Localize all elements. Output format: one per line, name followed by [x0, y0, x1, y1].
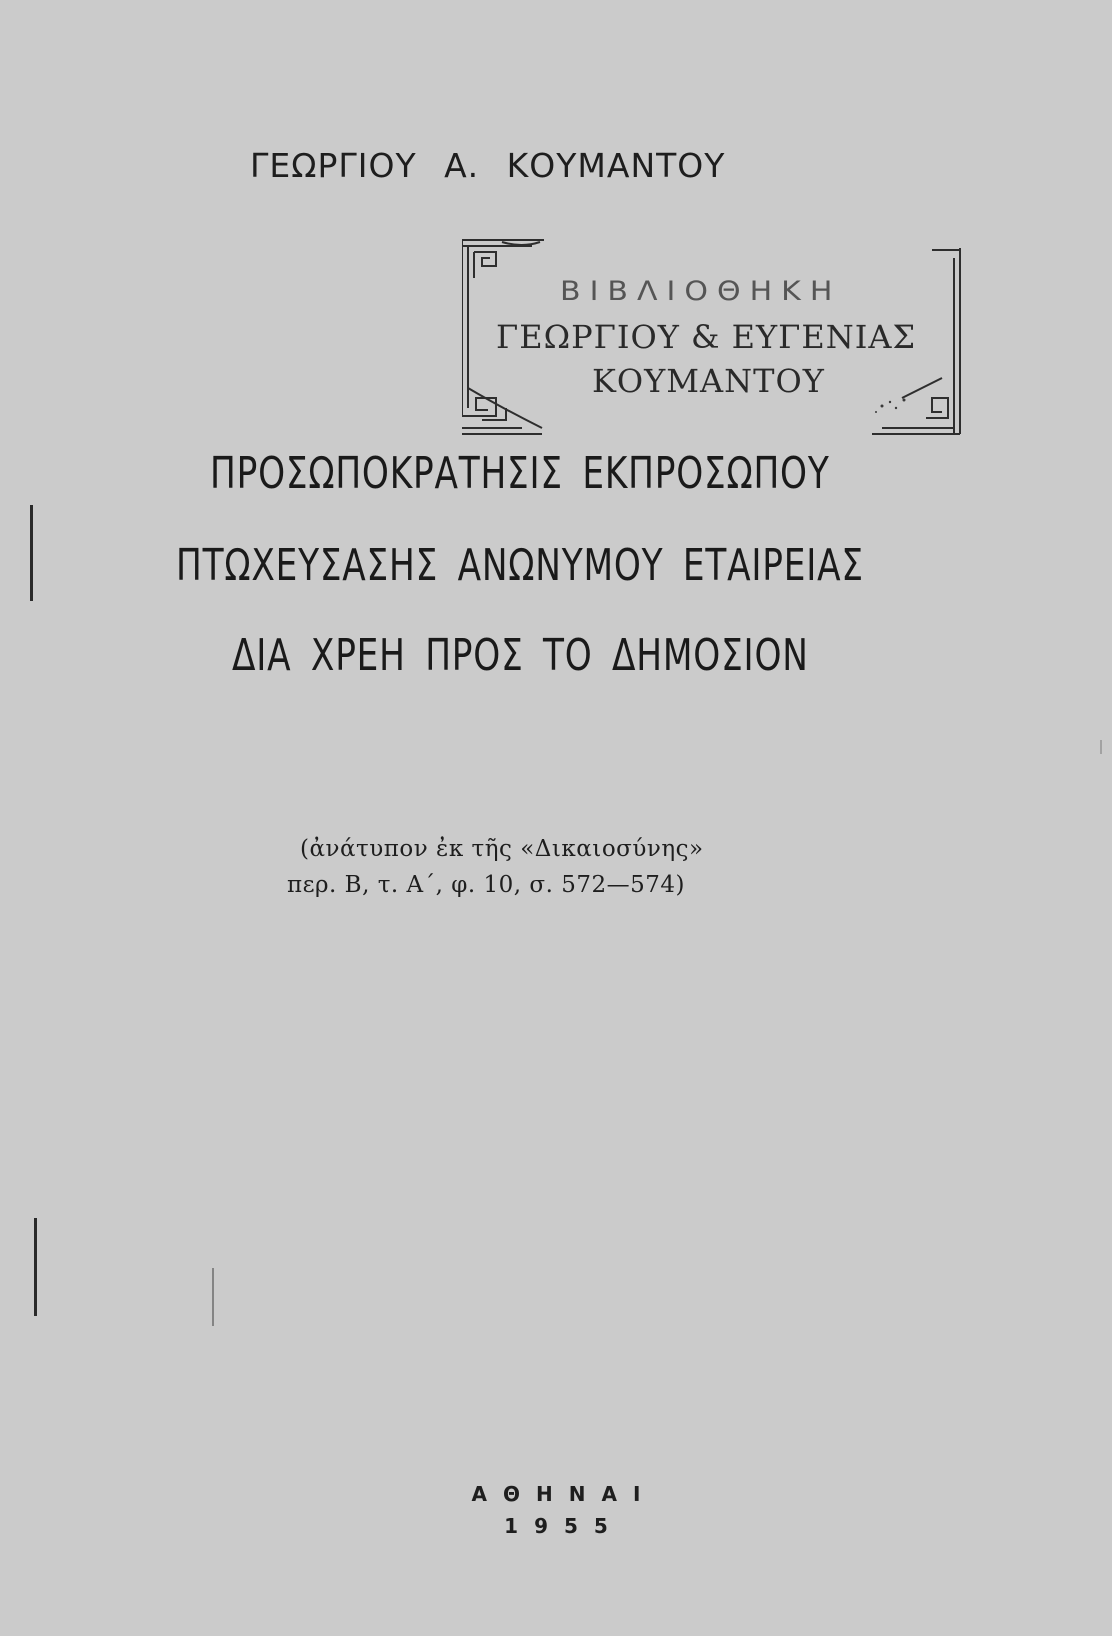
paper-speck — [1100, 740, 1102, 754]
title-line-1: ΠΡΟΣΩΠΟΚΡΑΤΗΣΙΣ ΕΚΠΡΟΣΩΠΟΥ — [210, 448, 830, 499]
binding-mark-top — [30, 505, 33, 601]
title-line-3: ΔΙΑ ΧΡΕΗ ΠΡΟΣ ΤΟ ΔΗΜΟΣΙΟΝ — [232, 630, 809, 681]
paper-speck — [212, 1268, 214, 1326]
title-line-2: ΠΤΩΧΕΥΣΑΣΗΣ ΑΝΩΝΥΜΟΥ ΕΤΑΙΡΕΙΑΣ — [176, 540, 864, 591]
imprint-city: ΑΘΗΝΑΙ — [471, 1482, 657, 1506]
stamp-library-label: ΒΙΒΛΙΟΘΗΚΗ — [560, 275, 842, 308]
binding-mark-bottom — [34, 1218, 37, 1316]
author-name: ΓΕΩΡΓΙΟΥ Α. ΚΟΥΜΑΝΤΟΥ — [250, 146, 726, 185]
reprint-source-line-1: (ἀνάτυπον ἐκ τῆς «Δικαιοσύνης» — [300, 836, 704, 862]
imprint-year: 1955 — [504, 1514, 624, 1538]
stamp-owner-names: ΓΕΩΡΓΙΟΥ & ΕΥΓΕΝΙΑΣ — [496, 318, 917, 356]
stamp-surname: ΚΟΥΜΑΝΤΟΥ — [592, 362, 825, 400]
library-stamp — [462, 238, 962, 436]
reprint-source-line-2: περ. Β, τ. Α΄, φ. 10, σ. 572—574) — [287, 872, 685, 898]
